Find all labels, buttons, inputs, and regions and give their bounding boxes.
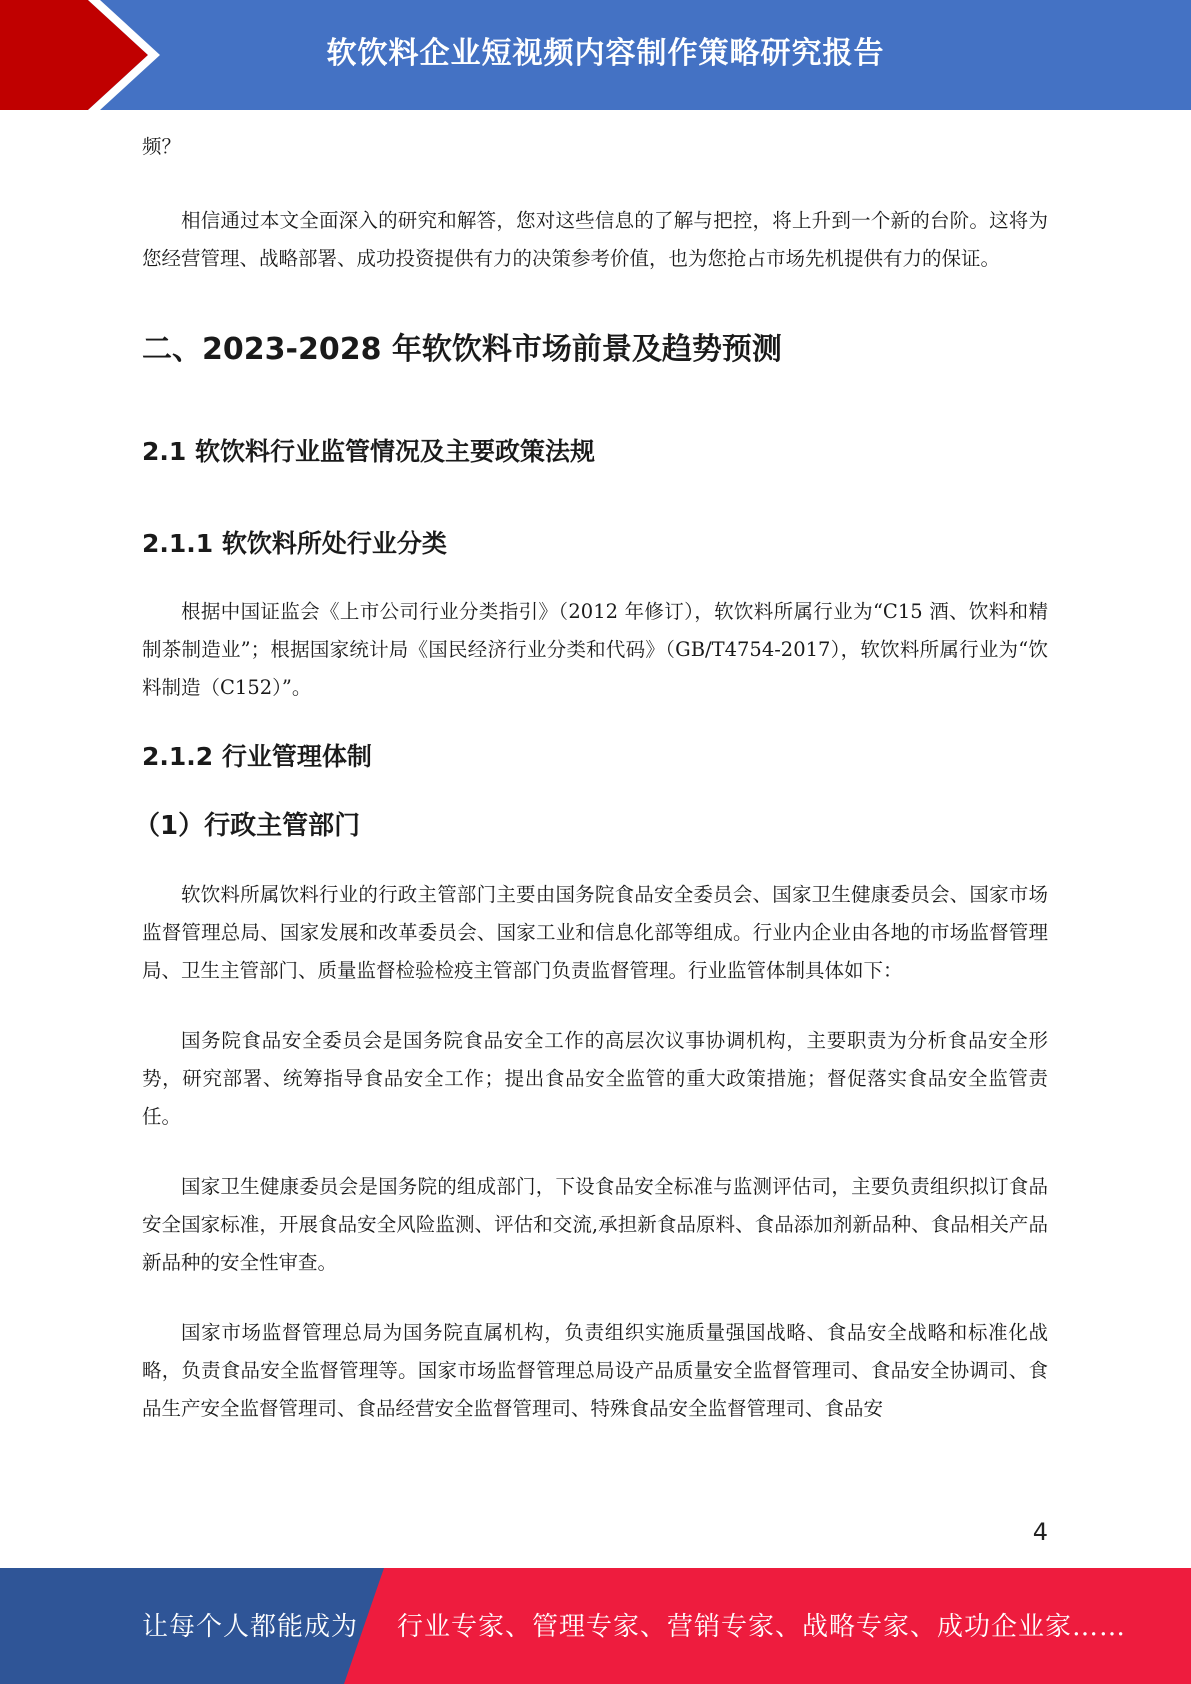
page-footer [0,1568,1191,1684]
food-safety-council-paragraph: 国务院食品安全委员会是国务院食品安全工作的高层次议事协调机构，主要职责为分析食品安全形势，研究部署、统筹指导食品安全工作；提出食品安全监管的重大政策措施；督促落实食品安全监管责任。 [142,1029,1048,1128]
section-2-1-2-heading: 2.1.2 行业管理体制 [142,742,372,771]
footer-slogan-left: 让每个人都能成为 [142,1612,359,1642]
section-2-1-1-heading: 2.1.1 软饮料所处行业分类 [142,529,447,558]
section-2-1-heading: 2.1 软饮料行业监管情况及主要政策法规 [142,437,595,466]
page-header [0,0,1191,110]
section-2-heading: 二、2023-2028 年软饮料市场前景及趋势预测 [142,332,782,367]
continued-paragraph: 频？ [142,135,182,158]
admin-department-heading: （1）行政主管部门 [134,811,361,841]
classification-paragraph: 根据中国证监会《上市公司行业分类指引》（2012 年修订），软饮料所属行业为“C15 酒、饮料和精制茶制造业”；根据国家统计局《国民经济行业分类和代码》（GB/T4754-2017），软饮料所属行业为“饮料制造（C152）”。 [142,600,1048,699]
market-regulation-paragraph: 国家市场监督管理总局为国务院直属机构，负责组织实施质量强国战略、食品安全战略和标准化战略，负责食品安全监督管理等。国家市场监督管理总局设产品质量安全监督管理司、食品安全协调司、食品生产安全监督管理司、食品经营安全监督管理司、特殊食品安全监督管理司、食品安 [142,1321,1048,1420]
health-commission-paragraph: 国家卫生健康委员会是国务院的组成部门，下设食品安全标准与监测评估司，主要负责组织拟订食品安全国家标准，开展食品安全风险监测、评估和交流,承担新食品原料、食品添加剂新品种、食品相关产品新品种的安全性审查。 [142,1175,1048,1274]
intro-paragraph: 相信通过本文全面深入的研究和解答，您对这些信息的了解与把控，将上升到一个新的台阶。这将为您经营管理、战略部署、成功投资提供有力的决策参考价值，也为您抢占市场先机提供有力的保证。 [142,209,1048,270]
footer-slogan-right: 行业专家、管理专家、营销专家、战略专家、成功企业家…… [397,1612,1127,1642]
report-title: 软饮料企业短视频内容制作策略研究报告 [326,36,885,71]
page-number: 4 [1032,1518,1048,1546]
page-content [134,128,1048,1428]
admin-paragraph: 软饮料所属饮料行业的行政主管部门主要由国务院食品安全委员会、国家卫生健康委员会、国家市场监督管理总局、国家发展和改革委员会、国家工业和信息化部等组成。行业内企业由各地的市场监督管理局、卫生主管部门、质量监督检验检疫主管部门负责监督管理。行业监管体制具体如下： [142,883,1048,982]
